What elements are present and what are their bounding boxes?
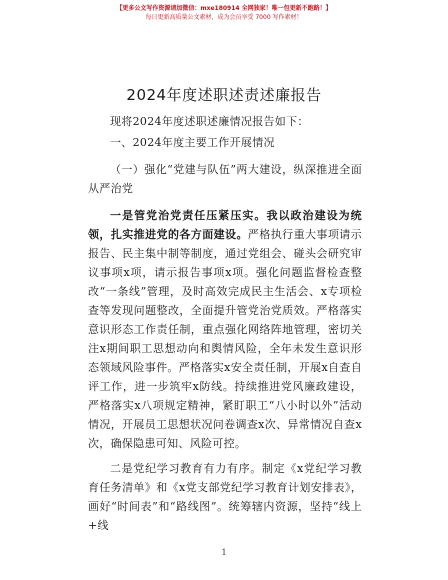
paragraph-1-body: 严格执行重大事项请示报告、民主集中制等制度，通过党组会、碰头会研究审议事项x项，请示报告事项x项。强化问题监督检查整改“一条线”管理，及时高效完成民主生活会、x专项检查等发现问题整改，全面提升管党治党质效。严格落实意识形态工作责任制，重点强化网络阵地管理，密切关注x期间职工思想动向和舆情风险，全年未发生意识形态领域风险事件。严格落实x安全责任制，开展x自查自评工作，进一步筑牢x防线。持续推进党风廉政建设，严格落实x八项规定精神，紧盯职工“八小时以外”活动情况，开展员工思想状况问卷调查x次、异常情况自查x次，确保隐患可知、风险可控。 [88, 228, 362, 450]
banner-line-2: 每日更新高质量公文素材，成为会员享受 7000 写作素材！ [145, 14, 303, 21]
header-banner [0, 4, 448, 22]
document-body [88, 112, 362, 535]
banner-line-1: 【更多公文写作资源请加微信：mxe180914 全网独家！唯一包更新不跑路！】 [116, 5, 332, 12]
paragraph-1-lead: 一是管党治党责任压紧压实。我以政治建设为统领，扎实推进党的各方面建设。 [88, 209, 362, 241]
paragraph-1 [88, 206, 362, 453]
paragraph-2: 二是党纪学习教育有力有序。制定《x党纪学习教育任务清单》和《x党支部党纪学习教育计划安排表》，画好“时间表”和“路线图”。统筹辖内资源，坚持“线上+线 [88, 462, 362, 532]
intro-paragraph: 现将2024年度述职述廉情况报告如下： [110, 115, 309, 128]
section-heading: 一、2024年度主要工作开展情况 [110, 136, 275, 149]
document-title: 2024年度述职述责述廉报告 [126, 86, 322, 104]
subsection-heading: （一）强化“党建与队伍”两大建设，纵深推进全面从严治党 [88, 163, 362, 195]
page-number: 1 [221, 548, 227, 557]
